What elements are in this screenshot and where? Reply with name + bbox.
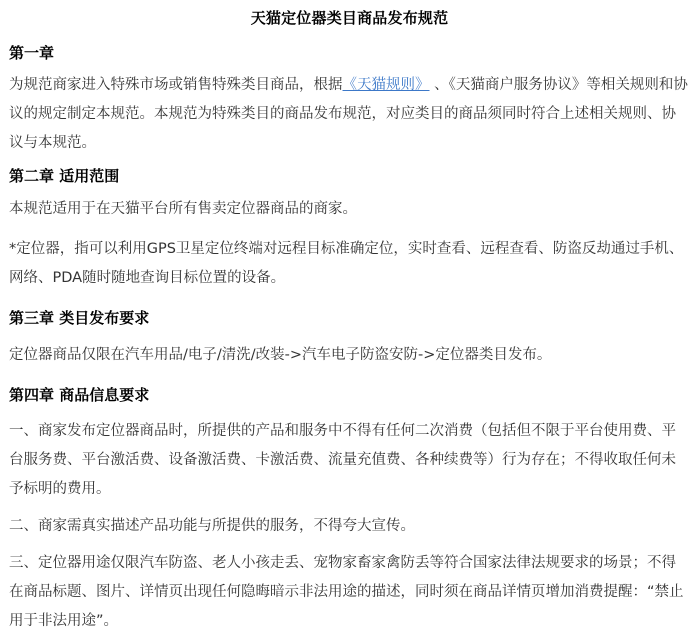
chapter-2-heading: 第二章 适用范围 — [9, 167, 120, 185]
chapter-3-heading: 第三章 类目发布要求 — [9, 309, 150, 327]
tmall-rules-link[interactable]: 《天猫规则》 — [342, 77, 430, 93]
chapter-1-text-before-link: 为规范商家进入特殊市场或销售特殊类目商品，根据 — [9, 77, 343, 93]
chapter-1-heading: 第一章 — [9, 44, 55, 62]
chapter-3-paragraph: 定位器商品仅限在汽车用品/电子/清洗/改装->汽车电子防盗安防->定位器类目发布。 — [9, 347, 552, 363]
chapter-4-paragraph-1: 一、商家发布定位器商品时，所提供的产品和服务中不得有任何二次消费（包括但不限于平台使用费、平台服务费、平台激活费、设备激活费、卡激活费、流量充值费、各种续费等）行为存在；不得收取任何未予标明的费用。 — [9, 423, 676, 497]
page-title: 天猫定位器类目商品发布规范 — [250, 9, 449, 27]
chapter-1-text-after-link: 、《天猫商户服务协议》等相关规则和协议的规定制定本规范。本规范为特殊类目的商品发布规范，对应类目的商品须同时符合上述相关规则、协议与本规范。 — [9, 77, 688, 151]
chapter-2-paragraph-2: *定位器，指可以利用GPS卫星定位终端对远程目标准确定位，实时查看、远程查看、防盗反劫通过手机、网络、PDA随时随地查询目标位置的设备。 — [9, 241, 684, 286]
document — [0, 8, 700, 643]
chapter-2-paragraph-1: 本规范适用于在天猫平台所有售卖定位器商品的商家。 — [9, 201, 357, 217]
chapter-4-paragraph-2: 二、商家需真实描述产品功能与所提供的服务，不得夸大宣传。 — [9, 518, 415, 534]
chapter-4-paragraph-3: 三、定位器用途仅限汽车防盗、老人小孩走丢、宠物家畜家禽防丢等符合国家法律法规要求的场景；不得在商品标题、图片、详情页出现任何隐晦暗示非法用途的描述，同时须在商品详情页增加消费提醒：“禁止用于非法用途”。 — [9, 555, 684, 629]
chapter-4-heading: 第四章 商品信息要求 — [9, 386, 150, 404]
chapter-1-paragraph — [9, 71, 690, 158]
